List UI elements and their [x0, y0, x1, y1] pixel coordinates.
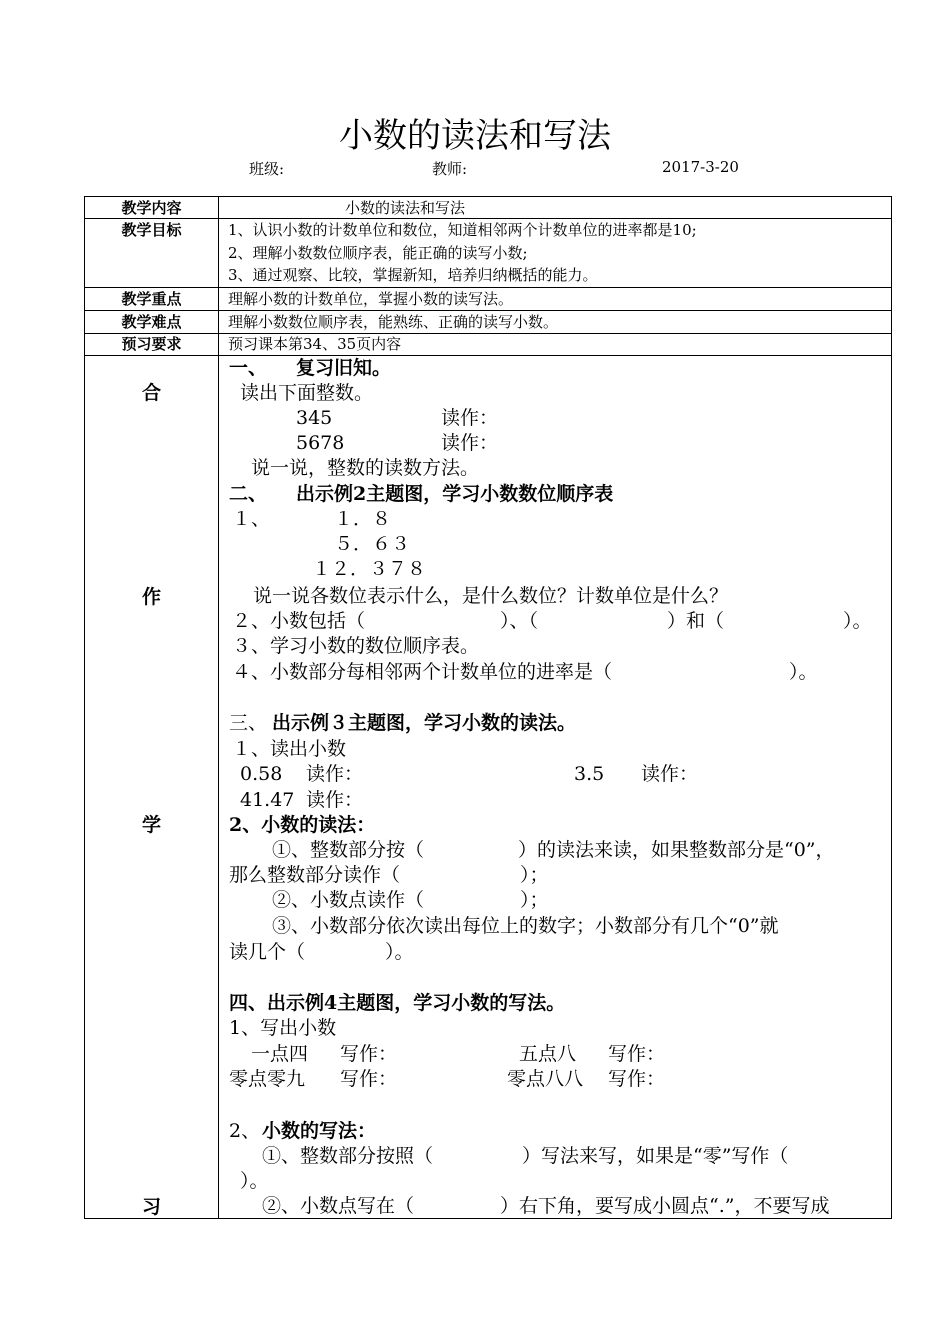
s4-rule-2a: ②、小数点写在（ [262, 1195, 415, 1217]
s3-decimal-a: 0.58 [240, 763, 283, 785]
s4-item-1: 1、写出小数 [229, 1017, 337, 1039]
s2-item-4b: ）。 [789, 661, 818, 683]
preview-label: 预习要求 [121, 335, 182, 353]
teacher-label: 教师: [432, 160, 468, 178]
s1-number-1: 345 [296, 407, 333, 429]
s3-read-c: 读作： [306, 789, 364, 811]
class-label: 班级: [249, 160, 285, 178]
s2-item-2b: ）、（ [500, 610, 539, 632]
goals-label: 教学目标 [121, 221, 182, 239]
s2-decimal-3: １２．３７８ [312, 558, 427, 580]
s3-title: 出示例３主题图，学习小数的读法。 [272, 712, 577, 734]
side-char-1: 合 [141, 382, 161, 404]
s4-rule-1c: ）。 [240, 1170, 269, 1192]
key-label: 教学重点 [121, 290, 182, 308]
s3-decimal-c: 41.47 [240, 789, 295, 811]
s3-rule-2b: ）； [520, 889, 549, 911]
s4-write-d: 写作： [608, 1068, 666, 1090]
s4-rule-1a: ①、整数部分按照（ [262, 1145, 434, 1167]
s3-rule-2a: ②、小数点读作（ [272, 889, 425, 911]
difficulty-label: 教学难点 [121, 313, 182, 331]
s4-rule-1b: ）写法来写，如果是“零”写作（ [522, 1145, 789, 1167]
s4-word-b: 五点八 [519, 1043, 577, 1065]
s2-item-1: １、 [232, 508, 271, 530]
goal-line-2: 2、理解小数数位顺序表，能正确的读写小数; [228, 244, 528, 262]
table-border-top [84, 196, 892, 197]
s3-number: 三、 [229, 712, 268, 734]
s1-number-2: 5678 [296, 432, 345, 454]
s1-read-as-2: 读作： [441, 432, 499, 454]
s3-rule-1c: 那么整数部分读作（ [229, 864, 401, 886]
difficulty-value: 理解小数数位顺序表，能熟练、正确的读写小数。 [228, 313, 559, 331]
s3-item-1: １、读出小数 [232, 738, 347, 760]
s2-say: 说一说各数位表示什么，是什么数位？计数单位是什么？ [253, 585, 729, 607]
s3-read-b: 读作： [641, 763, 699, 785]
row-divider [84, 218, 892, 219]
s4-word-a: 一点四 [251, 1043, 309, 1065]
s3-rule-3c: ）。 [385, 941, 414, 963]
s2-item-2a: ２、小数包括（ [232, 610, 366, 632]
side-char-3: 学 [141, 814, 161, 836]
s2-title: 出示例2主题图，学习小数数位顺序表 [296, 483, 614, 505]
s4-rule-2b: ）右下角，要写成小圆点“.”，不要写成 [500, 1195, 830, 1217]
s4-word-d: 零点八八 [507, 1068, 584, 1090]
row-divider [84, 287, 892, 288]
s1-title: 复习旧知。 [296, 357, 392, 379]
s3-item-2: 2、小数的读法： [229, 814, 376, 836]
s1-say: 说一说，整数的读数方法。 [251, 457, 480, 479]
s2-decimal-1: １．８ [334, 508, 392, 530]
s2-item-2d: ）。 [843, 610, 872, 632]
side-char-4: 习 [141, 1196, 161, 1218]
s1-read: 读出下面整数。 [240, 382, 374, 404]
side-char-2: 作 [141, 586, 161, 608]
s3-rule-3b: 读几个（ [229, 941, 306, 963]
content-label: 教学内容 [121, 199, 182, 217]
row-divider [84, 310, 892, 311]
s4-write-b: 写作： [608, 1043, 666, 1065]
s4-write-c: 写作： [340, 1068, 398, 1090]
content-value: 小数的读法和写法 [345, 199, 466, 217]
goal-line-3: 3、通过观察、比较，掌握新知，培养归纳概括的能力。 [228, 266, 598, 284]
table-border-right [891, 196, 892, 1219]
key-value: 理解小数的计数单位，掌握小数的读写法。 [228, 290, 514, 308]
preview-value: 预习课本第34、35页内容 [228, 335, 402, 353]
page-title: 小数的读法和写法 [339, 116, 611, 156]
s2-item-2c: ）和（ [667, 610, 725, 632]
s4-title: 四、出示例4主题图，学习小数的写法。 [229, 992, 566, 1014]
s2-number: 二、 [229, 483, 268, 505]
row-divider [84, 355, 892, 356]
s2-item-3: ３、学习小数的数位顺序表。 [232, 635, 480, 657]
s3-rule-1d: ）； [520, 864, 549, 886]
s1-read-as-1: 读作： [441, 407, 499, 429]
column-divider [218, 196, 219, 1219]
s3-read-a: 读作： [306, 763, 364, 785]
goal-line-1: 1、认识小数的计数单位和数位，知道相邻两个计数单位的进率都是10; [228, 221, 697, 239]
s3-rule-1b: ）的读法来读，如果整数部分是“0”， [518, 839, 835, 861]
s2-decimal-2: ５．６３ [334, 533, 411, 555]
s4-write-a: 写作： [340, 1043, 398, 1065]
s1-number: 一、 [229, 357, 268, 379]
s3-rule-1a: ①、整数部分按（ [272, 839, 425, 861]
date-label: 2017-3-20 [662, 158, 739, 176]
s3-decimal-b: 3.5 [574, 763, 605, 785]
s4-item-2-title: 小数的写法： [262, 1120, 377, 1142]
s3-rule-3a: ③、小数部分依次读出每位上的数字；小数部分有几个“0”就 [272, 915, 779, 937]
s4-item-2-number: 2、 [229, 1120, 261, 1142]
s4-word-c: 零点零九 [229, 1068, 306, 1090]
s2-item-4a: ４、小数部分每相邻两个计数单位的进率是（ [232, 661, 613, 683]
